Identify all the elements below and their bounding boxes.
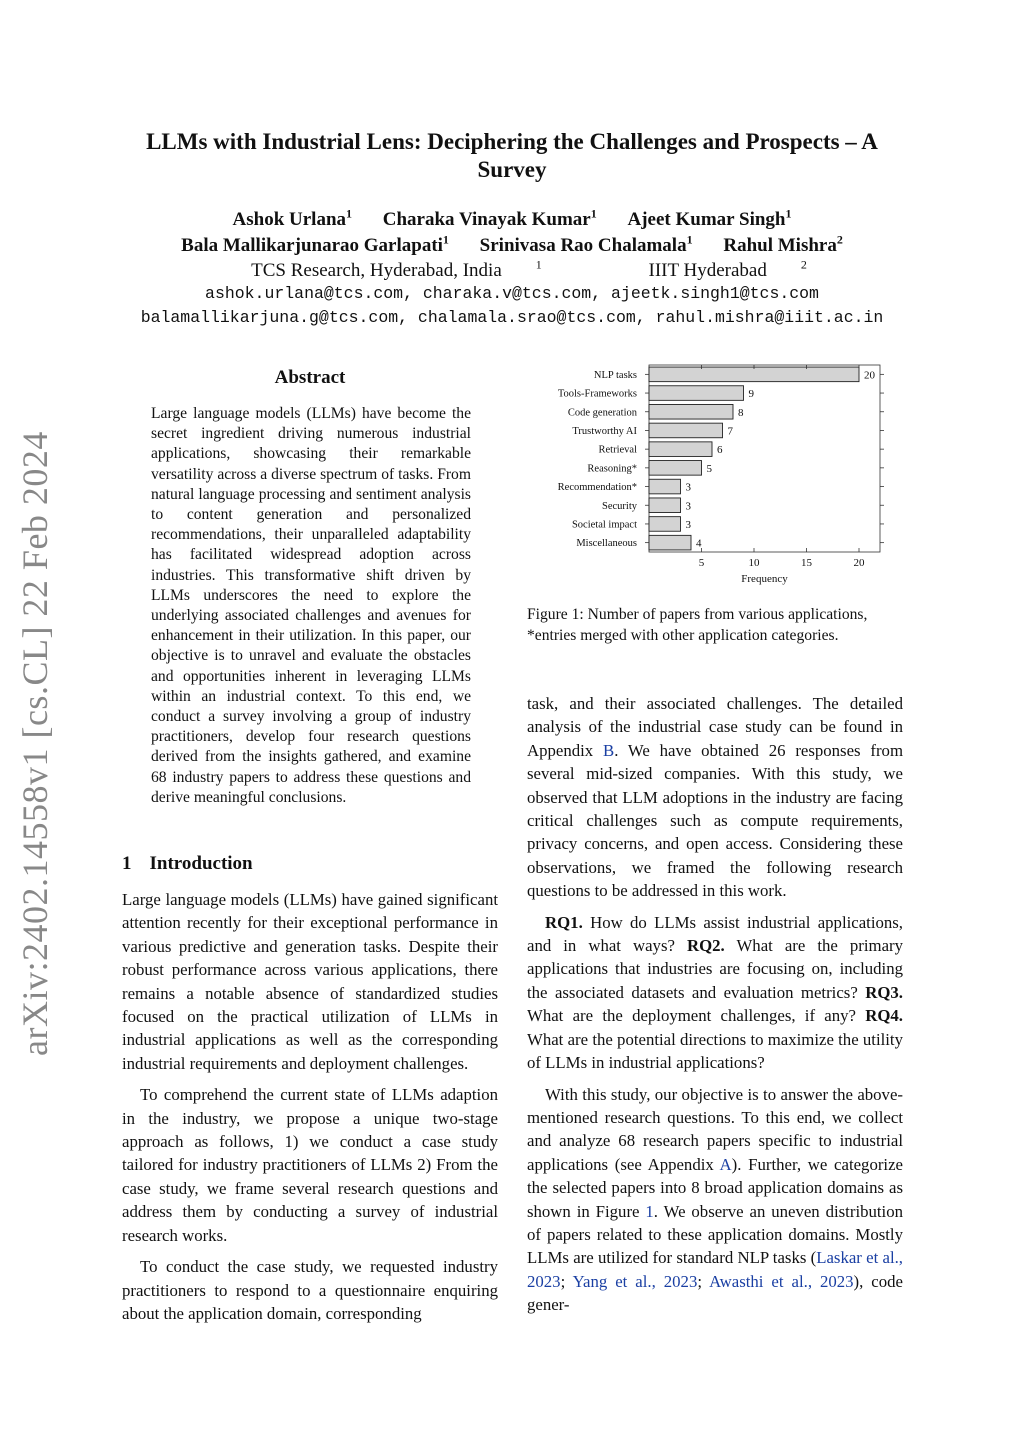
- citation-link[interactable]: Yang et al., 2023: [572, 1271, 698, 1291]
- author: Bala Mallikarjunarao Garlapati$^1$: [181, 233, 449, 257]
- figure-1-chart: [520, 362, 920, 592]
- paragraph: Large language models (LLMs) have gained significant attention recently for their exceptional performance in various predictive and generation tasks. Despite their robust performance across various applications, there remains a notable absence of standardized studies focused on the practical utilization of LLMs in industrial applications as well as the corresponding industrial requirements and deployment challenges.: [122, 890, 498, 1073]
- author: Srinivasa Rao Chalamala$^1$: [479, 233, 693, 257]
- paper-title: LLMs with Industrial Lens: Deciphering the Challenges and Prospects – A Survey: [146, 129, 878, 182]
- author: Ashok Urlana$^1$: [232, 207, 353, 231]
- category-label: Retrieval: [598, 444, 637, 456]
- category-label: Reasoning*: [587, 463, 637, 475]
- figure-caption: Figure 1: Number of papers from various applications, *entries merged with other application categories.: [527, 606, 868, 644]
- bar: [649, 423, 723, 438]
- citation-link[interactable]: Laskar et al., 2023: [527, 1248, 903, 1291]
- left-column-body: [122, 888, 498, 1333]
- category-label: Security: [602, 500, 637, 512]
- citation-link[interactable]: Awasthi et al., 2023: [709, 1271, 854, 1291]
- bar: [649, 498, 681, 513]
- section-heading: [122, 853, 253, 875]
- data-label: 9: [748, 388, 754, 401]
- category-label: NLP tasks: [593, 369, 637, 381]
- author: Rahul Mishra$^2$: [723, 233, 843, 257]
- emails-line-2: balamallikarjuna.g@tcs.com, chalamala.srao@tcs.com, rahul.mishra@iiit.ac.in: [140, 308, 884, 327]
- data-label: 4: [696, 537, 702, 550]
- appendix-b-link[interactable]: B: [603, 740, 615, 760]
- x-tick-label: 20: [853, 557, 865, 569]
- data-label: 8: [738, 406, 744, 419]
- category-label: Code generation: [567, 407, 637, 419]
- category-label: Tools-Frameworks: [557, 388, 637, 400]
- appendix-a-link[interactable]: A: [719, 1154, 732, 1174]
- affiliation: IIIT Hyderabad $^2$: [648, 258, 807, 282]
- author: Ajeet Kumar Singh$^1$: [627, 207, 792, 231]
- paragraph: RQ1. How do LLMs assist industrial applications, and in what ways? RQ2. What are the primary applications that industries are focusing on, including the associated datasets and evaluation metrics? RQ3. What are the deployment challenges, if any? RQ4. What are the potential directions to maximize the utility of LLMs in industrial applications?: [527, 912, 903, 1073]
- data-label: 3: [685, 481, 691, 494]
- x-tick-label: 10: [748, 557, 760, 569]
- authors-line-1: [100, 207, 924, 231]
- bar: [649, 442, 712, 457]
- data-label: 7: [727, 425, 733, 438]
- figure-1-link[interactable]: 1: [645, 1201, 654, 1221]
- paragraph: task, and their associated challenges. The detailed analysis of the industrial case study can be found in Appendix B. We have obtained 26 responses from several mid-sized companies. With this study, we observed that LLM adoptions in the industry are facing critical challenges such as compute requirements, privacy concerns, and open access. Considering these observations, we framed the following research questions to be addressed in this work.: [527, 694, 903, 901]
- abstract-text: Large language models (LLMs) have become the secret ingredient driving numerous industrial applications, showcasing their remarkable versatility across a diverse spectrum of tasks. From natural language processing and sentiment analysis to content generation and personalized recommendations, their unparalleled adaptability has facilitated widespread adoption across industries. This transformative shift driven by LLMs underscores the need to explore the underlying associated challenges and avenues for enhancement in their utilization. In this paper, our objective is to unravel and evaluate the obstacles and opportunities inherent in leveraging LLMs within an industrial context. To this end, we conduct a survey involving a group of industry practitioners, develop four research questions derived from the insights gathered, and examine 68 industry papers to address these questions and derive meaningful conclusions.: [151, 405, 471, 806]
- arxiv-identifier: arXiv:2402.14558v1 [cs.CL] 22 Feb 2024: [15, 431, 55, 1056]
- category-label: Trustworthy AI: [572, 425, 637, 437]
- bar: [649, 517, 681, 532]
- paragraph: With this study, our objective is to answer the above-mentioned research questions. To this end, we collect and analyze 68 research papers specific to industrial applications (see Appendix A). Further, we categorize the selected papers into 8 broad application domains as shown in Figure 1. We observe an uneven distribution of papers related to these application domains. Mostly LLMs are utilized for standard NLP tasks (Laskar et al., 2023; Yang et al., 2023; Awasthi et al., 2023), code gener-: [527, 1084, 903, 1315]
- data-label: 20: [864, 369, 875, 382]
- bar: [649, 461, 702, 476]
- category-label: Societal impact: [571, 519, 637, 531]
- category-label: Recommendation*: [557, 482, 637, 494]
- bar: [649, 479, 681, 494]
- author: Charaka Vinayak Kumar$^1$: [382, 207, 597, 231]
- x-axis-label: Frequency: [741, 573, 788, 585]
- data-label: 3: [685, 500, 691, 513]
- authors-line-2: [100, 233, 924, 257]
- bar: [649, 386, 744, 401]
- x-tick-label: 5: [698, 557, 705, 569]
- category-label: Miscellaneous: [576, 538, 637, 550]
- affiliations: [100, 258, 924, 282]
- bar: [649, 404, 733, 419]
- bar: [649, 535, 691, 550]
- data-label: 6: [717, 444, 723, 457]
- abstract-heading: Abstract: [274, 367, 346, 388]
- emails-line-1: ashok.urlana@tcs.com, charaka.v@tcs.com, ajeetk.singh1@tcs.com: [205, 284, 819, 303]
- affiliation: TCS Research, Hyderabad, India $^1$: [251, 258, 542, 282]
- data-label: 5: [706, 462, 712, 475]
- paragraph: To conduct the case study, we requested industry practitioners to respond to a questionnaire enquiring about the application domain, corresponding: [122, 1257, 498, 1323]
- x-tick-label: 15: [801, 557, 812, 569]
- paragraph: To comprehend the current state of LLMs adaption in the industry, we propose a unique two-stage approach as follows, 1) we conduct a case study tailored for industry practitioners of LLMs 2) From the case study, we frame several research questions and address them by conducting a survey of industrial research works.: [122, 1085, 498, 1245]
- data-label: 3: [685, 518, 691, 531]
- bar: [649, 367, 859, 382]
- section-title: Introduction: [149, 853, 253, 874]
- right-column-body: [527, 692, 903, 1325]
- section-number: 1: [122, 853, 132, 874]
- chart-plot-area: [558, 365, 884, 585]
